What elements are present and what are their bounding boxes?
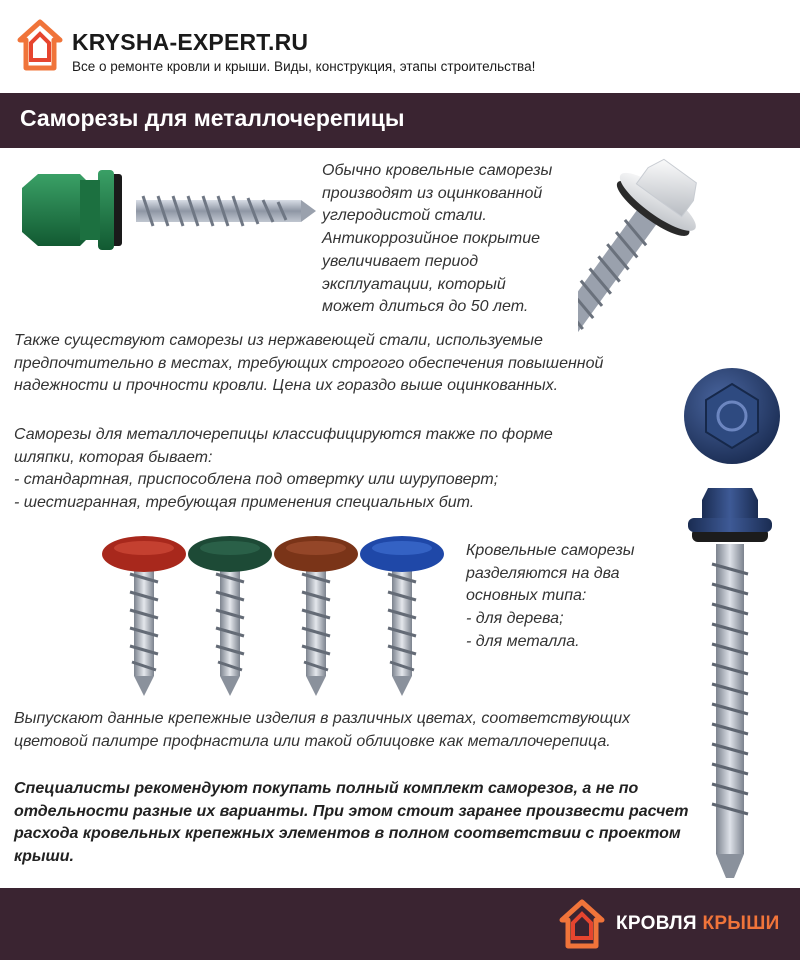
text-line: крыши. <box>14 848 74 866</box>
text-line: Выпускают данные крепежные изделия в различных цветах, соответствующих <box>14 710 631 727</box>
text-line: цветовой палитре профнастила или такой облицовке как металлочерепица. <box>14 732 611 750</box>
article-content <box>0 148 800 888</box>
site-header <box>0 0 800 93</box>
text-line: Кровельные саморезы <box>466 542 635 559</box>
house-logo-icon <box>558 898 606 950</box>
text-line: углеродистой стали. <box>322 207 487 225</box>
brown-screw <box>274 536 358 696</box>
text-line: увеличивает период <box>322 252 479 270</box>
title-bar <box>0 93 655 148</box>
advice-paragraph <box>14 778 688 869</box>
house-logo-icon <box>16 18 64 74</box>
footer-brand[interactable] <box>616 913 780 935</box>
text-line: - для дерева; <box>466 610 564 628</box>
text-line: эксплуатации, который <box>322 275 506 293</box>
red-screw <box>102 536 186 696</box>
head-shape-paragraph <box>14 424 553 515</box>
navy-screw-head-illustration <box>680 364 786 468</box>
green-hex-screw-illustration <box>18 160 318 260</box>
text-line: Специалисты рекомендуют покупать полный комплект саморезов, а не по <box>14 780 639 797</box>
colors-paragraph <box>14 708 630 753</box>
text-line: может длиться до 50 лет. <box>322 298 529 316</box>
navy-long-screw-illustration <box>678 484 788 880</box>
text-line: Обычно кровельные саморезы <box>322 162 553 179</box>
text-line: - шестигранная, требующая применения специальных бит. <box>14 494 475 512</box>
text-line: отдельности разные их варианты. При этом стоит заранее произвести расчет <box>14 802 689 820</box>
text-line: Также существуют саморезы из нержавеющей стали, используемые <box>14 332 543 349</box>
text-line: надежности и прочности кровли. Цена их гораздо выше оцинкованных. <box>14 377 559 395</box>
footer-brand-main: КРОВЛЯ <box>616 913 697 934</box>
intro-paragraph <box>322 160 552 319</box>
text-line: Саморезы для металлочерепицы классифицируются также по форме <box>14 426 553 443</box>
types-paragraph <box>466 540 635 654</box>
site-tagline: Все о ремонте кровли и крыши. Виды, конструкция, этапы строительства! <box>72 59 536 74</box>
text-line: - стандартная, приспособлена под отвертку или шуруповерт; <box>14 471 499 489</box>
text-line: предпочтительно в местах, требующих строгого обеспечения повышенной <box>14 354 604 372</box>
text-line: - для металла. <box>466 632 580 650</box>
text-line: Антикоррозийное покрытие <box>322 230 541 248</box>
colored-screws-illustration <box>100 534 452 702</box>
text-line: производят из оцинкованной <box>322 184 543 202</box>
text-line: шляпки, которая бывает: <box>14 448 213 466</box>
white-hex-screw-illustration <box>578 152 778 340</box>
text-line: разделяются на два <box>466 564 620 582</box>
page-title: Саморезы для металлочерепицы <box>20 105 405 131</box>
text-line: основных типа: <box>466 587 587 605</box>
stainless-paragraph <box>14 330 603 398</box>
blue-screw <box>360 536 444 696</box>
text-line: расхода кровельных крепежных элементов в полном соответствии с проектом <box>14 825 681 843</box>
footer-brand-accent: КРЫШИ <box>702 913 780 934</box>
site-name[interactable]: KRYSHA-EXPERT.RU <box>72 29 309 55</box>
dark-green-screw <box>188 536 272 696</box>
